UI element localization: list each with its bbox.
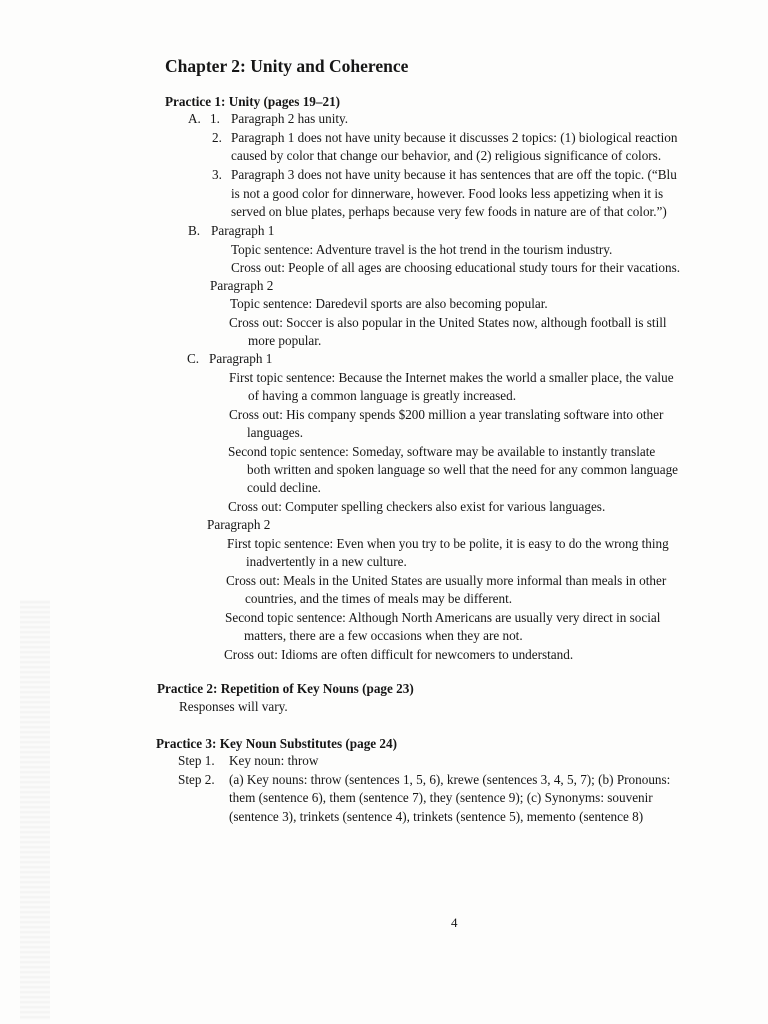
section-a-label: A.: [188, 111, 201, 126]
c-p2-second-topic-line-2: matters, there are a few occasions when they are not.: [244, 628, 523, 643]
step1-label: Step 1.: [178, 753, 215, 768]
b-p1-topic-sentence: Topic sentence: Adventure travel is the hot trend in the tourism industry.: [231, 242, 613, 257]
practice2-response: Responses will vary.: [179, 699, 288, 714]
item-3-line-3: served on blue plates, perhaps because very few foods in nature are of that color.”): [231, 204, 667, 219]
scan-artifact: [20, 600, 50, 1020]
item-1-number: 1.: [210, 111, 220, 126]
b-paragraph2-label: Paragraph 2: [210, 278, 274, 293]
section-c-label: C.: [187, 351, 200, 366]
step2-line-1: (a) Key nouns: throw (sentences 1, 5, 6), krewe (sentences 3, 4, 5, 7); (b) Pronouns:: [229, 772, 671, 787]
c-p2-cross-out-2: Cross out: Idioms are often difficult for newcomers to understand.: [224, 647, 574, 662]
item-3-line-2: is not a good color for dinnerware, however. Food looks less appetizing when it is: [231, 186, 664, 201]
b-p2-cross-out-line-2: more popular.: [248, 333, 322, 348]
b-p2-cross-out-line-1: Cross out: Soccer is also popular in the United States now, although football is still: [229, 315, 667, 330]
item-1-line: Paragraph 2 has unity.: [231, 111, 349, 126]
page-number: 4: [451, 915, 458, 930]
c-p2-first-topic-line-1: First topic sentence: Even when you try to be polite, it is easy to do the wrong thing: [227, 536, 669, 551]
section-b-label: B.: [188, 223, 201, 238]
step2-line-3: (sentence 3), trinkets (sentence 4), trinkets (sentence 5), memento (sentence 8): [229, 809, 644, 824]
c-p2-second-topic-line-1: Second topic sentence: Although North Americans are usually very direct in social: [225, 610, 661, 625]
b-p1-cross-out: Cross out: People of all ages are choosing educational study tours for their vacations.: [231, 260, 680, 275]
c-p1-second-topic-line-1: Second topic sentence: Someday, software may be available to instantly translate: [228, 444, 656, 459]
c-p1-second-topic-line-2: both written and spoken language so well that the need for any common language: [247, 462, 679, 477]
item-2-line-2: caused by color that change our behavior, and (2) religious significance of colors.: [231, 148, 662, 163]
practice2-heading: Practice 2: Repetition of Key Nouns (page 23): [157, 681, 414, 696]
practice3-heading: Practice 3: Key Noun Substitutes (page 24): [156, 736, 398, 751]
item-3-number: 3.: [212, 167, 222, 182]
c-paragraph2-label: Paragraph 2: [207, 517, 271, 532]
practice1-heading: Practice 1: Unity (pages 19–21): [165, 94, 341, 109]
step2-line-2: them (sentence 6), them (sentence 7), they (sentence 9); (c) Synonyms: souvenir: [229, 790, 653, 805]
step2-label: Step 2.: [178, 772, 215, 787]
c-p1-first-topic-line-2: of having a common language is greatly increased.: [248, 388, 517, 403]
item-2-line-1: Paragraph 1 does not have unity because it discusses 2 topics: (1) biological reaction: [231, 130, 678, 145]
chapter-title: Chapter 2: Unity and Coherence: [165, 56, 409, 76]
c-p2-first-topic-line-2: inadvertently in a new culture.: [246, 554, 407, 569]
step1-text: Key noun: throw: [229, 753, 319, 768]
item-2-number: 2.: [212, 130, 222, 145]
c-paragraph1-label: Paragraph 1: [209, 351, 273, 366]
c-p2-cross-out-1-line-1: Cross out: Meals in the United States are usually more informal than meals in other: [226, 573, 667, 588]
c-p1-first-topic-line-1: First topic sentence: Because the Internet makes the world a smaller place, the value: [229, 370, 674, 385]
c-p1-cross-out-2: Cross out: Computer spelling checkers also exist for various languages.: [228, 499, 606, 514]
b-paragraph1-label: Paragraph 1: [211, 223, 275, 238]
c-p1-cross-out-1-line-1: Cross out: His company spends $200 million a year translating software into other: [229, 407, 664, 422]
b-p2-topic-sentence: Topic sentence: Daredevil sports are also becoming popular.: [230, 296, 548, 311]
c-p1-second-topic-line-3: could decline.: [247, 480, 321, 495]
c-p2-cross-out-1-line-2: countries, and the times of meals may be different.: [245, 591, 513, 606]
c-p1-cross-out-1-line-2: languages.: [247, 425, 304, 440]
item-3-line-1: Paragraph 3 does not have unity because it has sentences that are off the topic. (“Blu: [231, 167, 677, 182]
